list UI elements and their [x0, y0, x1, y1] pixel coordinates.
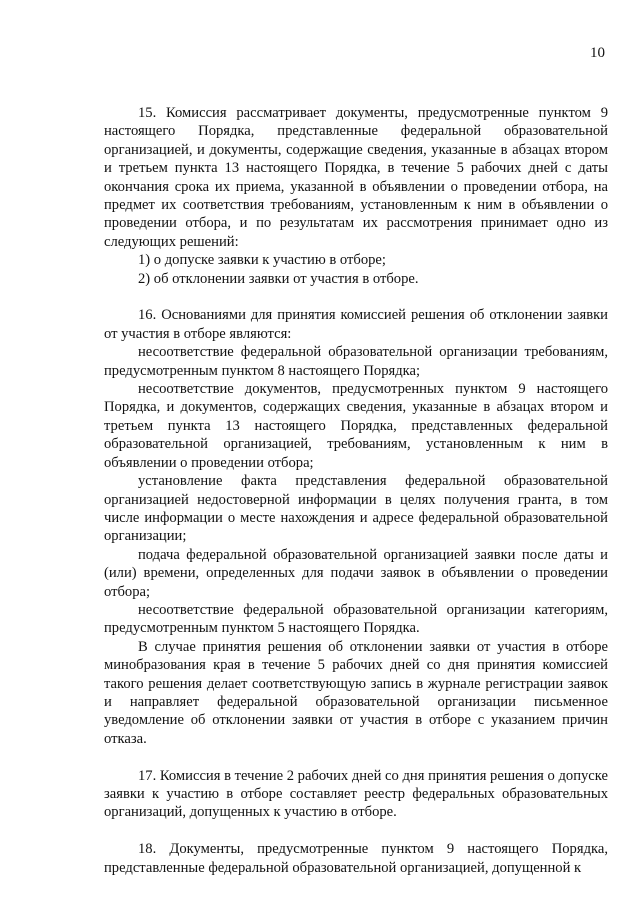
paragraph-15: 15. Комиссия рассматривает документы, предусмотренные пунктом 9 настоящего Порядка, представленные федеральной образовательной организацией, и документы, содержащие сведения, указанные в абзацах втором и третьем пункта 13 настоящего Порядка, в течение 5 рабочих дней с даты окончания срока их приема, указанной в объявлении о проведении отбора, на предмет их соответствия требованиям, установленным к ним в объявлении о проведении отбора, и по результатам их рассмотрения принимает одно из следующих решений:: [104, 105, 608, 250]
ground-2: несоответствие документов, предусмотренных пунктом 9 настоящего Порядка, и документов, содержащих сведения, указанные в абзацах втором и третьем пункта 13 настоящего Порядка, представленных федеральной образовательной организацией, требованиям, установленным к ним в объявлении о проведении отбора;: [104, 381, 608, 471]
ground-5: несоответствие федеральной образовательной организации категориям, предусмотренным пунктом 5 настоящего Порядка.: [104, 601, 608, 637]
paragraph-16: 16. Основаниями для принятия комиссией решения об отклонении заявки от участия в отборе являются:: [104, 307, 608, 342]
page-number: 10: [590, 45, 605, 61]
paragraph-18: 18. Документы, предусмотренные пунктом 9 настоящего Порядка, представленные федеральной образовательной организацией, допущенной к: [104, 841, 608, 876]
ground-1: несоответствие федеральной образовательной организации требованиям, предусмотренным пунктом 8 настоящего Порядка;: [104, 344, 608, 379]
list-item-2: 2) об отклонении заявки от участия в отборе.: [138, 270, 419, 287]
paragraph-17: 17. Комиссия в течение 2 рабочих дней со дня принятия решения о допуске заявки к участию в отборе составляет реестр федеральных образовательных организаций, допущенных к участию в отборе.: [104, 767, 608, 821]
rejection-notice: В случае принятия решения об отклонении заявки от участия в отборе минобразования края в течение 5 рабочих дней со дня принятия комиссией такого решения делает соответствующую запись в журнале регистрации заявок и направляет федеральной образовательной организации письменное уведомление об отклонении заявки от участия в отборе с указанием причин отказа.: [104, 638, 608, 747]
list-item-1: 1) о допуске заявки к участию в отборе;: [138, 252, 386, 269]
ground-4: подача федеральной образовательной организацией заявки после даты и (или) времени, определенных для подачи заявок в объявлении о проведении отбора;: [104, 546, 608, 600]
ground-3: установление факта представления федеральной образовательной организацией недостоверной информации в целях получения гранта, в том числе информации о месте нахождения и адресе федеральной образовательной организации;: [104, 473, 608, 545]
document-body: [104, 104, 608, 877]
